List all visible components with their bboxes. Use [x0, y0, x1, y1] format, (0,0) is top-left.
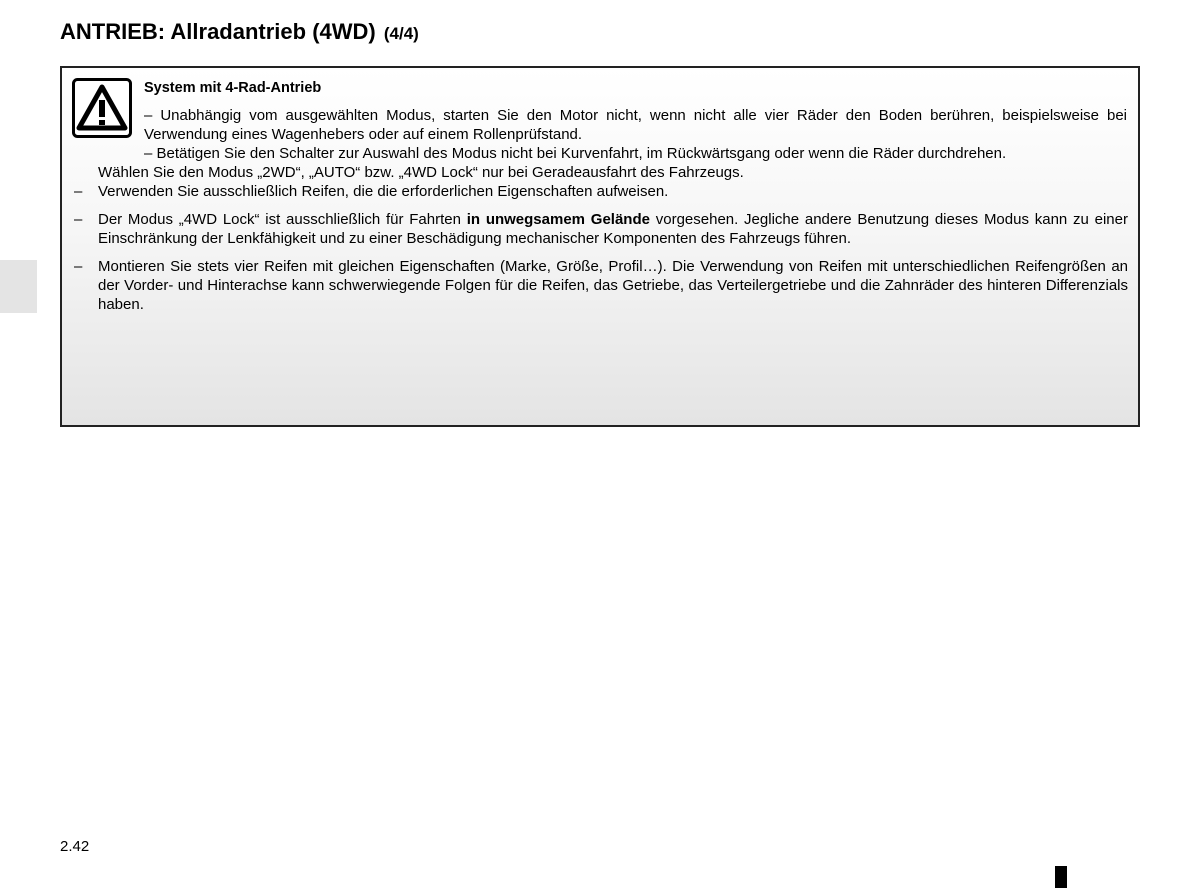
warning-paragraph-2: [144, 144, 1127, 163]
bullet-dash: –: [74, 183, 83, 200]
warning-paragraph-1: [144, 106, 1127, 144]
warning-heading: System mit 4-Rad-Antrieb: [144, 80, 322, 96]
page-number: 2.42: [60, 838, 90, 855]
bullet-text: Verwenden Sie ausschließlich Reifen, die die erforderlichen Eigenschaften aufweisen.: [98, 183, 669, 200]
bullet-text-before: Der Modus „4WD Lock“ ist ausschließlich für Fahrten: [98, 211, 467, 228]
warning-paragraph-2-line-1: – Betätigen Sie den Schalter zur Auswahl des Modus nicht bei Kurvenfahrt, im Rückwärtsgang oder wenn die Räder durchdrehen.: [144, 145, 1007, 162]
warning-paragraph-1-text: – Unabhängig vom ausgewählten Modus, starten Sie den Motor nicht, wenn nicht alle vier Räder den Boden berühren, beispielsweise bei Verwendung eines Wagenhebers oder auf einem Rollenprüfstand.: [144, 107, 1127, 143]
warning-paragraph-2-line-2: Wählen Sie den Modus „2WD“, „AUTO“ bzw. „4WD Lock“ nur bei Geradeausfahrt des Fahrzeugs.: [98, 164, 744, 181]
warning-paragraph-2-continuation: [98, 163, 1128, 182]
bullet-text: Montieren Sie stets vier Reifen mit gleichen Eigenschaften (Marke, Größe, Profil…). Die Verwendung von Reifen mit unterschiedlichen Reifengrößen an der Vorder- und Hinterachse kann schwerwiegende Folgen für die Reifen, das Getriebe, das Verteilergetriebe und die Zahnräder des hinteren Differenzials haben.: [98, 258, 1128, 313]
list-item: [74, 210, 1128, 248]
page-title-suffix: (4/4): [383, 24, 419, 43]
bullet-dash: –: [74, 258, 83, 275]
warning-triangle-icon: [72, 78, 132, 138]
warning-bullet-list: [74, 182, 1128, 323]
bullet-text-after: vorgesehen. Jegliche andere Benutzung dieses Modus kann zu einer Einschränkung der Lenkfähigkeit und zu einer Beschädigung mechanischer Komponenten des Fahrzeugs führen.: [98, 211, 1128, 247]
list-item: [74, 182, 1128, 201]
page-title-text: ANTRIEB: Allradantrieb (4WD): [60, 19, 376, 44]
page-title: [60, 19, 419, 45]
section-side-tab: [0, 260, 37, 313]
bullet-text-bold: in unwegsamem Gelände: [466, 211, 650, 228]
list-item: [74, 257, 1128, 314]
warning-box: [60, 66, 1140, 427]
bullet-dash: –: [74, 211, 83, 228]
corner-marker: [1055, 866, 1067, 888]
